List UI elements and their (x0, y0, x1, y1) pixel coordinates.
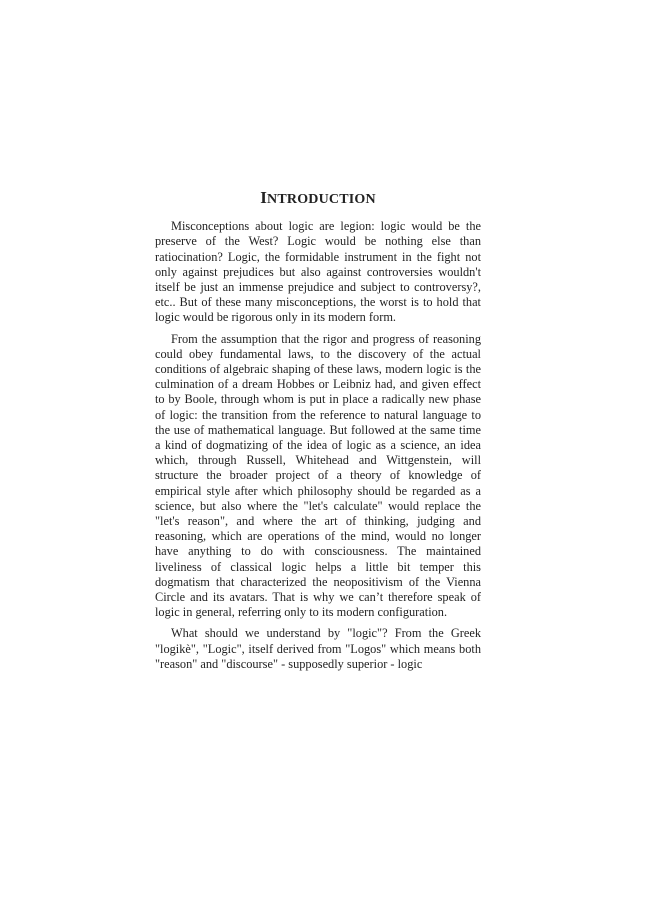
chapter-title (155, 190, 481, 207)
paragraph-1: Misconceptions about logic are legion: logic would be the preserve of the West? Logic would be nothing else than ratiocination? Logic, the formidable instrument in the fight not only against prejudices but also against controversies wouldn't itself be just an immense prejudice and subject to controversy?, etc.. But of these many misconceptions, the worst is to hold that logic would be rigorous only in its modern form. (155, 219, 481, 325)
chapter-title-rest: NTRODUCTION (267, 192, 376, 207)
chapter-title-initial: I (260, 188, 268, 207)
document-page (155, 190, 481, 678)
paragraph-2: From the assumption that the rigor and progress of reasoning could obey fundamental laws, to the discovery of the actual conditions of algebraic shaping of these laws, modern logic is the culmination of a dream Hobbes or Leibniz had, and given effect to by Boole, through whom is put in place a radically new phase of logic: the transition from the reference to natural language to the use of mathematical language. But followed at the same time a kind of dogmatizing of the idea of logic as a science, an idea which, through Russell, Whitehead and Wittgenstein, will structure the broader project of a theory of knowledge of empirical style after which philosophy should be regarded as a science, but also where the "let's calculate" would replace the "let's reason", and where the art of thinking, judging and reasoning, which are operations of the mind, would no longer have anything to do with consciousness. The maintained liveliness of classical logic helps a little bit temper this dogmatism that characterized the neopositivism of the Vienna Circle and its avatars. That is why we can’t therefore speak of logic in general, referring only to its modern configuration. (155, 331, 481, 620)
paragraph-3: What should we understand by "logic"? From the Greek "logikè", "Logic", itself derived from "Logos" which means both "reason" and "discourse" - supposedly superior - logic (155, 626, 481, 671)
